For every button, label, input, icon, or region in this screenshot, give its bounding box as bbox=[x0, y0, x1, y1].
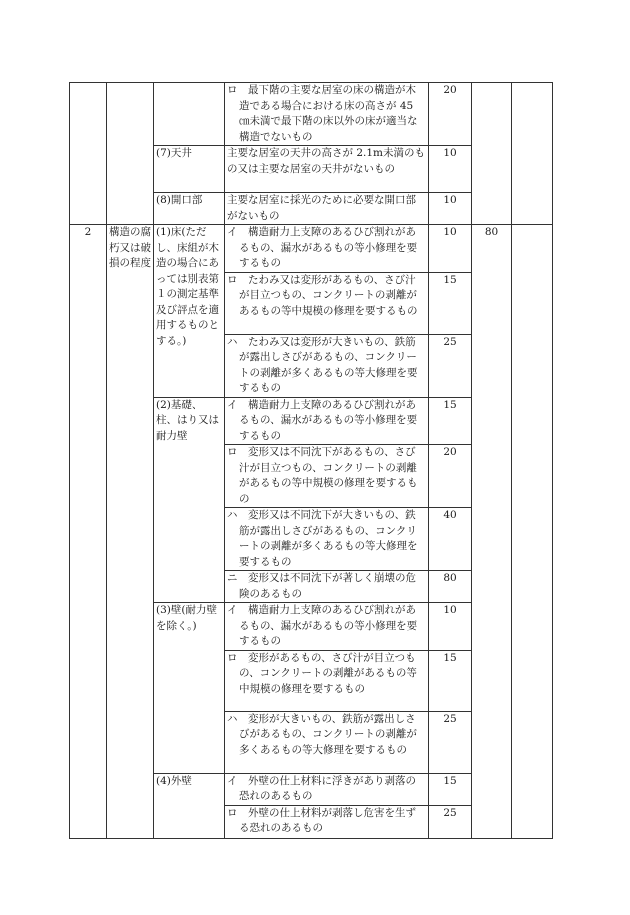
cell-desc bbox=[225, 83, 429, 146]
desc-text: ロ たわみ又は変形があるもの、さび汁が目立つもの、コンクリートの剥離があるもの等中規模の修理を要するもの bbox=[227, 273, 418, 317]
category-max-score: 80 bbox=[472, 225, 512, 839]
desc-text: イ 構造耐力上支障のあるひび割れがあるもの、漏水があるもの等小修理を要するもの bbox=[227, 226, 418, 269]
cell-score: 25 bbox=[429, 334, 472, 397]
cell-score: 10 bbox=[429, 146, 472, 193]
item-wall: (3)壁(耐力壁を除く。) bbox=[154, 603, 225, 774]
cell-desc bbox=[225, 508, 429, 571]
cell-score: 15 bbox=[429, 272, 472, 334]
cell-desc bbox=[225, 397, 429, 445]
cell-desc bbox=[225, 711, 429, 773]
cell-score: 20 bbox=[429, 445, 472, 508]
table-row bbox=[70, 225, 553, 273]
cell-empty-num bbox=[70, 83, 107, 225]
cell-desc bbox=[225, 650, 429, 711]
cell-score: 10 bbox=[429, 193, 472, 225]
cell-score: 25 bbox=[429, 805, 472, 838]
category-number: 2 bbox=[70, 225, 107, 839]
cell-empty-category bbox=[107, 83, 154, 225]
cell-score: 15 bbox=[429, 773, 472, 805]
desc-text: ニ 変形又は不同沈下が著しく崩壊の危険のあるもの bbox=[227, 572, 416, 600]
item-ceiling: (7)天井 bbox=[154, 146, 225, 193]
cell-desc bbox=[225, 571, 429, 603]
desc-text: ロ 最下階の主要な居室の床の構造が木造である場合における床の高さが 45 ㎝未満で最下階の床以外の床が適当な構造でないもの bbox=[227, 84, 418, 143]
desc-text: ハ 変形が大きいもの、鉄筋が露出しさびがあるもの、コンクリートの剥離が多くあるもの等大修理を要するもの bbox=[227, 712, 417, 756]
desc-text: ロ 変形又は不同沈下があるもの、さび汁が目立つもの、コンクリートの剥離があるもの等中規模の修理を要するもの bbox=[227, 446, 418, 505]
cell-score: 10 bbox=[429, 225, 472, 273]
desc-text: ロ 外壁の仕上材料が剥落し危害を生ずる恐れのあるもの bbox=[227, 806, 416, 834]
cell-empty-last bbox=[512, 225, 553, 839]
cell-desc bbox=[225, 603, 429, 651]
desc-text: イ 構造耐力上支障のあるひび割れがあるもの、漏水があるもの等小修理を要するもの bbox=[227, 398, 418, 442]
item-exterior-wall: (4)外壁 bbox=[154, 773, 225, 838]
cell-empty-max bbox=[472, 83, 512, 225]
desc-text: ロ 変形があるもの、さび汁が目立つもの、コンクリートの剥離があるもの等中規模の修理を要するもの bbox=[227, 651, 417, 695]
desc-text: イ 外壁の仕上材料に浮きがあり剥落の恐れのあるもの bbox=[227, 774, 416, 802]
cell-desc: 主要な居室の天井の高さが 2.1m未満のもの又は主要な居室の天井がないもの bbox=[225, 146, 429, 193]
category-name: 構造の腐朽又は破損の程度 bbox=[107, 225, 154, 839]
table-row bbox=[70, 83, 553, 146]
cell-desc bbox=[225, 272, 429, 334]
cell-desc bbox=[225, 445, 429, 508]
item-floor: (1)床(ただし、床組が木造の場合にあっては別表第１の測定基準及び評点を適用するものとする。) bbox=[154, 225, 225, 398]
cell-empty-last bbox=[512, 83, 553, 225]
cell-empty-item bbox=[154, 83, 225, 146]
item-opening: (8)開口部 bbox=[154, 193, 225, 225]
cell-score: 25 bbox=[429, 711, 472, 773]
cell-desc bbox=[225, 805, 429, 838]
cell-score: 10 bbox=[429, 603, 472, 651]
cell-score: 15 bbox=[429, 650, 472, 711]
cell-desc bbox=[225, 773, 429, 805]
desc-text: ハ たわみ又は変形が大きいもの、鉄筋が露出しさびがあるもの、コンクリートの剥離が多くあるもの等大修理を要するもの bbox=[227, 335, 418, 394]
cell-score: 15 bbox=[429, 397, 472, 445]
cell-score: 20 bbox=[429, 83, 472, 146]
cell-desc bbox=[225, 225, 429, 273]
cell-desc: 主要な居室に採光のために必要な開口部がないもの bbox=[225, 193, 429, 225]
desc-text: ハ 変形又は不同沈下が大きいもの、鉄筋が露出しさびがあるもの、コンクリートの剥離が多くあるもの等大修理を要するもの bbox=[227, 509, 418, 568]
desc-text: イ 構造耐力上支障のあるひび割れがあるもの、漏水があるもの等小修理を要するもの bbox=[227, 604, 418, 647]
cell-score: 40 bbox=[429, 508, 472, 571]
cell-score: 80 bbox=[429, 571, 472, 603]
cell-desc bbox=[225, 334, 429, 397]
item-foundation: (2)基礎、柱、はり又は耐力壁 bbox=[154, 397, 225, 603]
evaluation-table bbox=[69, 82, 553, 839]
